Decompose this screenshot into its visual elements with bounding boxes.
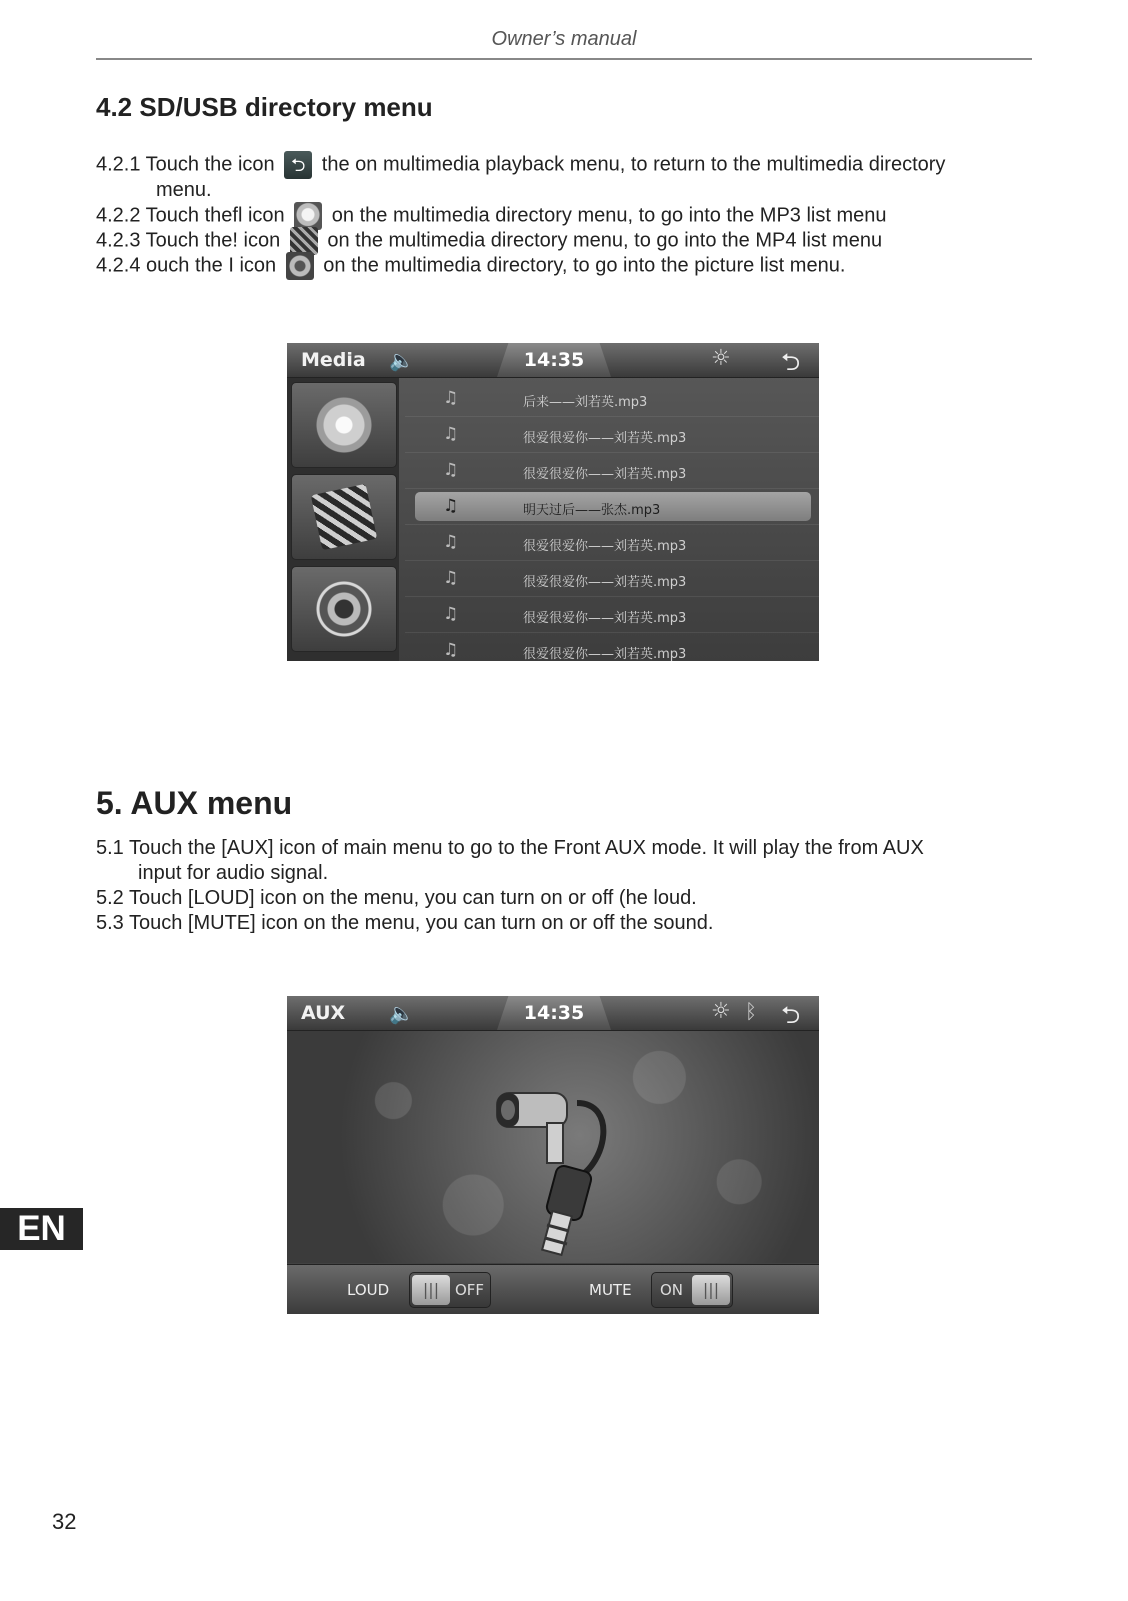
instruction-text: 4.2.4 ouch the I icon [96, 254, 277, 277]
back-icon[interactable]: ⮌ [781, 348, 801, 376]
song-title: 很爱很爱你——刘若英.mp3 [523, 539, 687, 554]
song-title: 很爱很爱你——刘若英.mp3 [523, 467, 687, 482]
photo-icon [316, 581, 372, 637]
instruction-4-2-3 [96, 227, 882, 255]
song-row[interactable] [405, 489, 819, 525]
mode-label: AUX [301, 1002, 346, 1024]
instruction-5-2: 5.2 Touch [LOUD] icon on the menu, you can turn on or off (he loud. [96, 887, 697, 909]
loud-toggle[interactable] [409, 1272, 491, 1308]
instruction-text: 4.2.1 Touch the icon [96, 153, 275, 176]
instruction-text: 4.2.2 Touch thefl icon [96, 204, 285, 227]
bluetooth-icon[interactable]: ᛒ [745, 999, 757, 1023]
instruction-5-1: 5.1 Touch the [AUX] icon of main menu to go to the Front AUX mode. It will play the from AUX [96, 837, 924, 859]
mute-toggle[interactable] [651, 1272, 733, 1308]
mode-label: Media [301, 349, 366, 371]
instruction-text: the on multimedia playback menu, to return to the multimedia directory [321, 153, 946, 176]
instruction-4-2-2 [96, 202, 887, 230]
cd-icon [316, 397, 372, 453]
picture-category-button[interactable] [291, 566, 397, 652]
volume-icon[interactable]: 🔈 [389, 348, 414, 372]
aux-screen [287, 996, 819, 1314]
instruction-text: on the multimedia directory menu, to go into the MP4 list menu [327, 229, 883, 252]
media-topbar [287, 343, 819, 378]
toggle-knob[interactable]: ||| [412, 1275, 450, 1305]
song-row[interactable] [405, 381, 819, 417]
instruction-4-2-1-cont [96, 177, 212, 203]
instruction-text: 4.2.3 Touch the! icon [96, 229, 281, 252]
loud-state: OFF [455, 1281, 485, 1299]
music-note-icon: ♫ [443, 640, 459, 660]
mute-label: MUTE [589, 1281, 632, 1299]
song-title: 很爱很爱你——刘若英.mp3 [523, 575, 687, 590]
clock: 14:35 [523, 349, 585, 371]
song-row[interactable] [405, 597, 819, 633]
music-note-icon: ♫ [443, 532, 459, 552]
brightness-icon[interactable]: ☼ [711, 346, 731, 371]
aux-background [287, 1031, 819, 1263]
aux-control-bar [287, 1264, 819, 1314]
header-divider [96, 58, 1032, 60]
language-tab: EN [0, 1208, 83, 1250]
page-number: 32 [52, 1509, 77, 1534]
cd-icon [294, 202, 322, 230]
section-heading-4-2: 4.2 SD/USB directory menu [96, 92, 433, 122]
mp3-category-button[interactable] [291, 382, 397, 468]
song-list [405, 381, 819, 661]
instruction-text: on the multimedia directory menu, to go into the MP3 list menu [331, 204, 887, 227]
music-note-icon: ♫ [443, 496, 459, 516]
instruction-4-2-4 [96, 252, 845, 280]
music-note-icon: ♫ [443, 568, 459, 588]
loud-label: LOUD [347, 1281, 390, 1299]
song-title: 很爱很爱你——刘若英.mp3 [523, 431, 687, 446]
back-icon[interactable]: ⮌ [781, 1001, 801, 1029]
volume-icon[interactable]: 🔈 [389, 1001, 414, 1025]
instruction-4-2-1 [96, 151, 945, 179]
music-note-icon: ♫ [443, 460, 459, 480]
manual-header-title: Owner’s manual [491, 28, 637, 50]
song-title: 后来——刘若英.mp3 [523, 395, 648, 410]
instruction-text: menu. [156, 179, 212, 201]
instruction-text: on the multimedia directory, to go into the picture list menu. [323, 254, 846, 277]
photo-icon [286, 252, 314, 280]
film-icon [311, 484, 377, 550]
song-row[interactable] [405, 525, 819, 561]
aux-topbar [287, 996, 819, 1031]
film-icon [290, 227, 318, 255]
instruction-5-1-cont: input for audio signal. [138, 862, 329, 884]
song-row[interactable] [405, 453, 819, 489]
music-note-icon: ♫ [443, 388, 459, 408]
media-screen [287, 343, 819, 661]
section-heading-5: 5. AUX menu [96, 785, 293, 821]
return-icon: ⮌ [284, 151, 312, 179]
music-note-icon: ♫ [443, 424, 459, 444]
mute-state: ON [660, 1281, 684, 1299]
instruction-5-3: 5.3 Touch [MUTE] icon on the menu, you can turn on or off the sound. [96, 912, 714, 934]
clock: 14:35 [523, 1002, 585, 1024]
toggle-knob[interactable]: ||| [692, 1275, 730, 1305]
song-title: 明天过后——张杰.mp3 [523, 503, 661, 518]
song-row[interactable] [405, 417, 819, 453]
mp4-category-button[interactable] [291, 474, 397, 560]
brightness-icon[interactable]: ☼ [711, 999, 731, 1024]
song-title: 很爱很爱你——刘若英.mp3 [523, 611, 687, 626]
song-row[interactable] [405, 633, 819, 661]
media-category-column [287, 378, 399, 661]
music-note-icon: ♫ [443, 604, 459, 624]
song-title: 很爱很爱你——刘若英.mp3 [523, 647, 687, 661]
song-row[interactable] [405, 561, 819, 597]
aux-plug-icon [477, 1073, 637, 1263]
